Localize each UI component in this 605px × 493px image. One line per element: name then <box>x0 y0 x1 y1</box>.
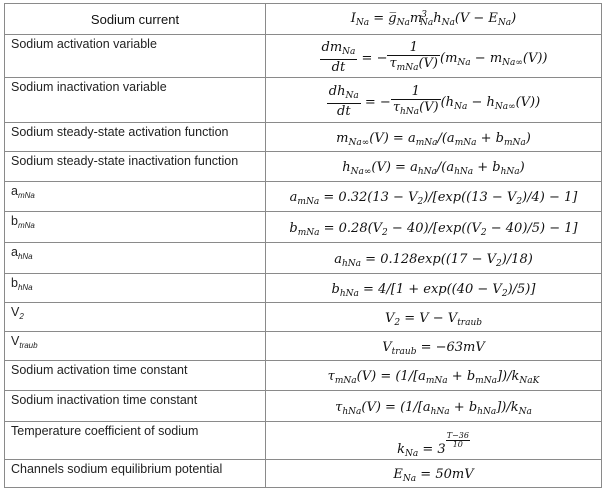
label-sodium-inactivation-variable: Sodium inactivation variable <box>5 78 266 123</box>
formula-temperature-coefficient: $k_{Na} = 3$ $\frac{T-36}{10}$ <box>266 422 602 460</box>
header-formula: $I_{Na}$ = $g̅_{Na}m^3_{Na}h_{Na}(V - E_{Na})$ <box>350 10 517 28</box>
formula-sodium-activation-variable: $\frac{dm_{Na}}{dt}$ = − $\frac{1}{\tau_{mNa}(V)}$ $(m_{Na} - m_{Na\infty}(V))$ <box>266 35 602 78</box>
label-activation-time-constant: Sodium activation time constant <box>5 361 266 391</box>
label-steady-state-inactivation: Sodium steady-state inactivation function <box>5 152 266 182</box>
label-equilibrium-potential: Channels sodium equilibrium potential <box>5 460 266 488</box>
table-row <box>5 123 602 152</box>
formula-b-mna: $b_{mNa} = 0.28(V_2 - 40)/[\exp((V_2 - 40)/5) - 1]$ <box>266 212 602 243</box>
formula-equilibrium-potential: $E_{Na} = 50mV$ <box>266 460 602 488</box>
formula-activation-time-constant: $\tau_{mNa}(V) = (1/[a_{mNa} + b_{mNa}])/k_{NaK}$ <box>266 361 602 391</box>
sodium-equations-table <box>4 3 602 488</box>
label-a-hna: $a_{hNa}$ <box>5 243 266 274</box>
table-row <box>5 332 602 361</box>
label-steady-state-activation: Sodium steady-state activation function <box>5 123 266 152</box>
table-row <box>5 212 602 243</box>
label-sodium-activation-variable: Sodium activation variable <box>5 35 266 78</box>
formula-a-mna: $a_{mNa} = 0.32(13 - V_2)/[\exp((13 - V_2)/4) - 1]$ <box>266 182 602 212</box>
formula-steady-state-inactivation: $h_{Na\infty}(V) = a_{hNa}/(a_{hNa} + b_{hNa})$ <box>266 152 602 182</box>
table-row <box>5 361 602 391</box>
table-header-row <box>5 4 602 35</box>
table-row <box>5 274 602 303</box>
table-row <box>5 422 602 460</box>
table-row <box>5 35 602 78</box>
table-row <box>5 303 602 332</box>
label-b-mna: $b_{mNa}$ <box>5 212 266 243</box>
formula-sodium-inactivation-variable: $\frac{dh_{Na}}{dt}$ = − $\frac{1}{\tau_{hNa}(V)}$ $(h_{Na} - h_{Na\infty}(V))$ <box>266 78 602 123</box>
formula-steady-state-activation: $m_{Na\infty}(V) = a_{mNa}/(a_{mNa} + b_{mNa})$ <box>266 123 602 152</box>
formula-b-hna: $b_{hNa} = 4/[1 + \exp((40 - V_2)/5)]$ <box>266 274 602 303</box>
header-sodium-current-formula <box>266 4 602 35</box>
formula-a-hna: $a_{hNa} = 0.128\exp((17 - V_2)/18)$ <box>266 243 602 274</box>
table-row <box>5 78 602 123</box>
formula-v2: $V_2 = V - V_{traub}$ <box>266 303 602 332</box>
table-row <box>5 460 602 488</box>
label-a-mna: $a_{mNa}$ <box>5 182 266 212</box>
label-b-hna: $b_{hNa}$ <box>5 274 266 303</box>
label-inactivation-time-constant: Sodium inactivation time constant <box>5 391 266 422</box>
table-row <box>5 152 602 182</box>
formula-inactivation-time-constant: $\tau_{hNa}(V) = (1/[a_{hNa} + b_{hNa}])/k_{Na}$ <box>266 391 602 422</box>
table-row <box>5 182 602 212</box>
formula-vtraub: $V_{traub} = -63mV$ <box>266 332 602 361</box>
label-v2: $V_2$ <box>5 303 266 332</box>
label-temperature-coefficient: Temperature coefficient of sodium <box>5 422 266 460</box>
header-sodium-current: Sodium current <box>5 4 266 35</box>
table-row <box>5 391 602 422</box>
table-row <box>5 243 602 274</box>
label-vtraub: $V_{traub}$ <box>5 332 266 361</box>
